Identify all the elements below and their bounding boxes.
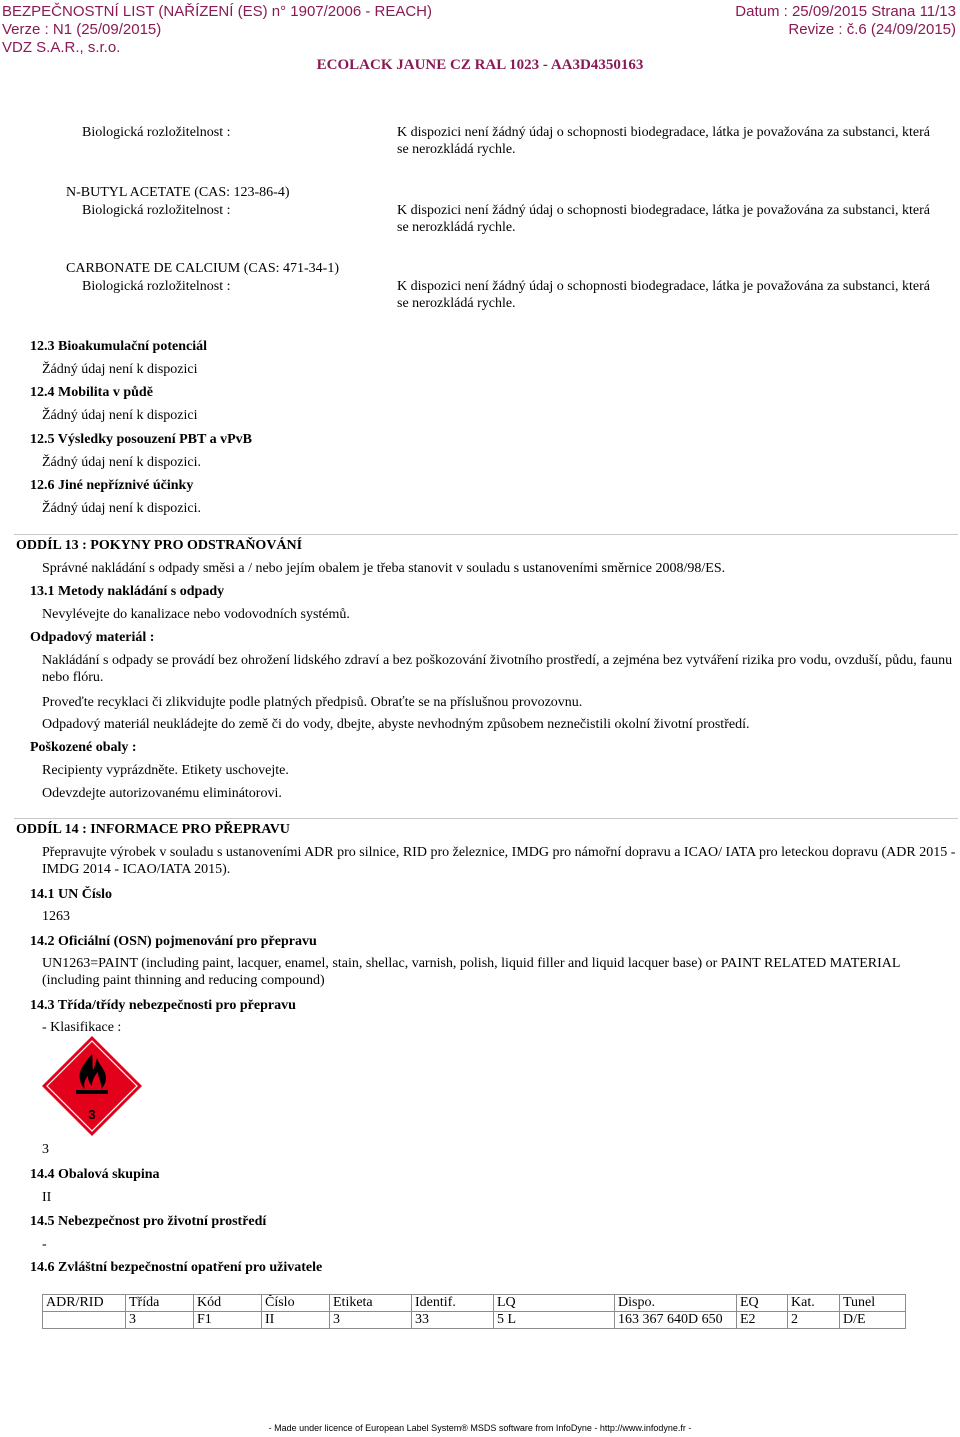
heading-14-4: 14.4 Obalová skupina [30,1167,160,1182]
col-cislo: Číslo [262,1295,330,1312]
waste-text-2: Proveďte recyklaci či zlikvidujte podle platných předpisů. Obraťte se na příslušnou provozovnu. [42,695,583,710]
substance-calcium-carbonate: CARBONATE DE CALCIUM (CAS: 471-34-1) [66,261,339,276]
adr-table [42,1294,906,1329]
col-kod: Kód [194,1295,262,1312]
product-name: ECOLACK JAUNE CZ RAL 1023 - AA3D4350163 [316,57,644,73]
col-etiketa: Etiketa [330,1295,412,1312]
shipping-name: UN1263=PAINT (including paint, lacquer, enamel, stain, shellac, varnish, polish, liquid filler and liquid lacquer base) or PAINT RELATED MATERIAL (including paint thinning and reducing compound) [42,956,900,988]
cell-etiketa: 3 [330,1312,412,1329]
env-hazard-value: - [42,1237,47,1252]
col-lq: LQ [494,1295,615,1312]
un-number: 1263 [42,909,70,924]
text-12-4: Žádný údaj není k dispozici [42,408,198,423]
cell-eq: E2 [737,1312,788,1329]
text-12-3: Žádný údaj není k dispozici [42,362,198,377]
adr-data-row [43,1312,906,1329]
col-adr-rid: ADR/RID [43,1295,126,1312]
col-eq: EQ [737,1295,788,1312]
substance-butyl-acetate: N-BUTYL ACETATE (CAS: 123-86-4) [66,185,290,200]
col-kat: Kat. [788,1295,840,1312]
section-13-intro: Správné nakládání s odpady směsi a / nebo jejím obalem je třeba stanovit v souladu s ustanoveními směrnice 2008/98/ES. [42,561,726,576]
packing-group-value: II [42,1190,52,1205]
damaged-packaging-label: Poškozené obaly : [30,740,137,755]
heading-12-4: 12.4 Mobilita v půdě [30,385,153,400]
col-tunel: Tunel [840,1295,906,1312]
biodeg-label-2: Biologická rozložitelnost : [82,203,231,218]
section-14-divider [14,818,958,819]
pictogram-class-number: 3 [88,1107,96,1122]
section-13-title: ODDÍL 13 : POKYNY PRO ODSTRAŇOVÁNÍ [16,538,303,553]
text-13-1: Nevylévejte do kanalizace nebo vodovodních systémů. [42,607,350,622]
cell-tunel: D/E [840,1312,906,1329]
waste-text-1: Nakládání s odpady se provádí bez ohrožení lidského zdraví a bez poškozování životního prostředí, a zejména bez vytváření rizika pro vodu, ovzduší, půdu, faunu nebo flóru. [42,653,953,685]
page-footer: - Made under licence of European Label System® MSDS software from InfoDyne - http://www.infodyne.fr - [268,1423,692,1433]
cell-trida: 3 [126,1312,194,1329]
biodeg-text-3: K dispozici není žádný údaj o schopnosti biodegradace, látka je považována za substanci, která se nerozkládá rychle. [397,279,930,311]
heading-14-6: 14.6 Zvláštní bezpečnostní opatření pro uživatele [30,1260,323,1275]
heading-12-3: 12.3 Bioakumulační potenciál [30,339,207,354]
heading-14-5: 14.5 Nebezpečnost pro životní prostředí [30,1214,267,1229]
col-dispo: Dispo. [615,1295,737,1312]
heading-12-5: 12.5 Výsledky posouzení PBT a vPvB [30,432,252,447]
company-name: VDZ S.A.R., s.r.o. [2,39,121,56]
document-title: BEZPEČNOSTNÍ LIST (NAŘÍZENÍ (ES) n° 1907/2006 - REACH) [2,3,433,20]
packaging-text-2: Odevzdejte autorizovanému eliminátorovi. [42,786,282,801]
hazard-class-value: 3 [42,1142,49,1157]
biodeg-label-1: Biologická rozložitelnost : [82,125,231,140]
text-12-6: Žádný údaj není k dispozici. [42,501,202,516]
section-14-title: ODDÍL 14 : INFORMACE PRO PŘEPRAVU [16,822,290,837]
col-trida: Třída [126,1295,194,1312]
heading-12-6: 12.6 Jiné nepříznivé účinky [30,478,194,493]
heading-14-3: 14.3 Třída/třídy nebezpečnosti pro přepravu [30,998,296,1013]
flammable-liquid-pictogram [40,1034,144,1138]
waste-text-3: Odpadový materiál neukládejte do země či do vody, dbejte, abyste nevhodným způsobem neznečistili okolní životní prostředí. [42,717,750,732]
cell-kod: F1 [194,1312,262,1329]
col-identif: Identif. [412,1295,494,1312]
section-14-intro: Přepravujte výrobek v souladu s ustanoveními ADR pro silnice, RID pro železnice, IMDG pro námořní dopravu a ICAO/ IATA pro leteckou dopravu (ADR 2015 - IMDG 2014 - ICAO/IATA 2015). [42,845,956,877]
cell-lq: 5 L [494,1312,615,1329]
cell-identif: 33 [412,1312,494,1329]
heading-14-2: 14.2 Oficiální (OSN) pojmenování pro přepravu [30,934,317,949]
biodeg-text-2: K dispozici není žádný údaj o schopnosti biodegradace, látka je považována za substanci, která se nerozkládá rychle. [397,203,930,235]
classification-label: - Klasifikace : [42,1020,122,1035]
version-label: Verze : N1 (25/09/2015) [2,21,162,38]
packaging-text-1: Recipienty vyprázdněte. Etikety uschovejte. [42,763,289,778]
cell-adr-rid [43,1312,126,1329]
cell-cislo: II [262,1312,330,1329]
cell-kat: 2 [788,1312,840,1329]
heading-14-1: 14.1 UN Číslo [30,887,113,902]
adr-header-row [43,1295,906,1312]
section-13-divider [14,534,958,535]
waste-material-label: Odpadový materiál : [30,630,155,645]
date-page-label: Datum : 25/09/2015 Strana 11/13 [735,3,956,20]
biodeg-label-3: Biologická rozložitelnost : [82,279,231,294]
revision-label: Revize : č.6 (24/09/2015) [788,21,956,38]
cell-dispo: 163 367 640D 650 [615,1312,737,1329]
heading-13-1: 13.1 Metody nakládání s odpady [30,584,225,599]
biodeg-text-1: K dispozici není žádný údaj o schopnosti biodegradace, látka je považována za substanci, která se nerozkládá rychle. [397,125,930,157]
text-12-5: Žádný údaj není k dispozici. [42,455,202,470]
